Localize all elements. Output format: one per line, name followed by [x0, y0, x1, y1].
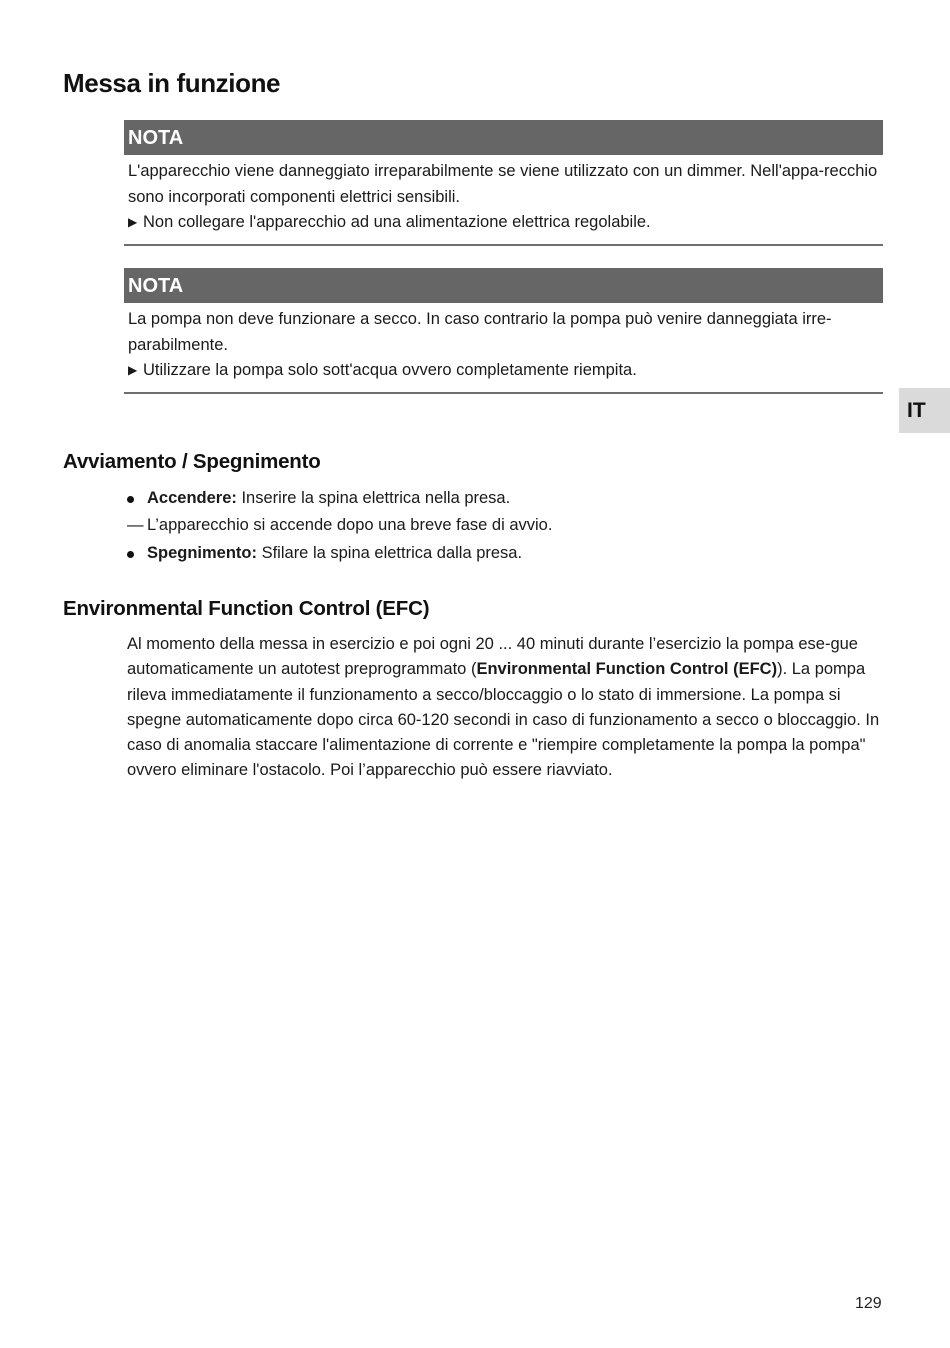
section-heading-start-stop: Avviamento / Spegnimento [63, 450, 321, 473]
notice-body [124, 303, 883, 392]
efc-text-after: ). La pompa rileva immediatamente il funzionamento a secco/bloccaggio o lo stato di immersione. La pompa si spegne automaticamente dopo circa 60-120 secondi in caso di funzionamento a secco o bloccaggio. In caso di anomalia staccare l'alimentazione di corrente e "riempire completamente la pompa la pompa" ovvero eliminare l'ostacolo. Poi l’apparecchio può essere riavviato. [127, 660, 880, 780]
notice-header: NOTA [124, 268, 883, 303]
result-line [127, 513, 887, 539]
notice-body [124, 155, 883, 244]
efc-text-bold: Environmental Function Control (EFC) [476, 660, 778, 679]
list-item [127, 486, 887, 512]
notice-action [128, 210, 879, 236]
item-label: Accendere: [147, 489, 237, 507]
page-number: 129 [855, 1295, 882, 1312]
item-label: Spegnimento: [147, 544, 257, 562]
notice-action-text: Utilizzare la pompa solo sott'acqua ovvero completamente riempita. [143, 361, 637, 379]
dash-icon: — [127, 515, 144, 534]
page-title: Messa in funzione [63, 68, 281, 98]
notice-text: L'apparecchio viene danneggiato irreparabilmente se viene utilizzato con un dimmer. Nell'appa-recchio sono incorporati componenti elettrici sensibili. [128, 162, 878, 206]
efc-text-before: Al momento della messa in esercizio e poi ogni 20 ... 40 minuti durante l’esercizio la pompa ese-gue automaticamente un autotest preprogrammato ( [127, 635, 858, 679]
language-tab: IT [899, 388, 950, 433]
list-item [127, 541, 887, 567]
triangle-right-icon: ▶ [128, 215, 138, 229]
triangle-right-icon: ▶ [128, 363, 138, 377]
efc-paragraph [127, 632, 883, 784]
bullet-list [127, 486, 887, 567]
notice-header: NOTA [124, 120, 883, 155]
result-text: L’apparecchio si accende dopo una breve fase di avvio. [147, 515, 553, 534]
notice-box [124, 268, 883, 394]
bullet-icon [127, 551, 134, 558]
item-text: Inserire la spina elettrica nella presa. [241, 489, 511, 507]
notice-text: La pompa non deve funzionare a secco. In caso contrario la pompa può venire danneggiata irre-parabilmente. [128, 310, 832, 354]
notice-box [124, 120, 883, 246]
notice-action [128, 358, 879, 384]
bullet-icon [127, 496, 134, 503]
item-text: Sfilare la spina elettrica dalla presa. [261, 544, 523, 562]
section-heading-efc: Environmental Function Control (EFC) [63, 597, 430, 620]
notice-action-text: Non collegare l'apparecchio ad una alimentazione elettrica regolabile. [143, 213, 651, 231]
